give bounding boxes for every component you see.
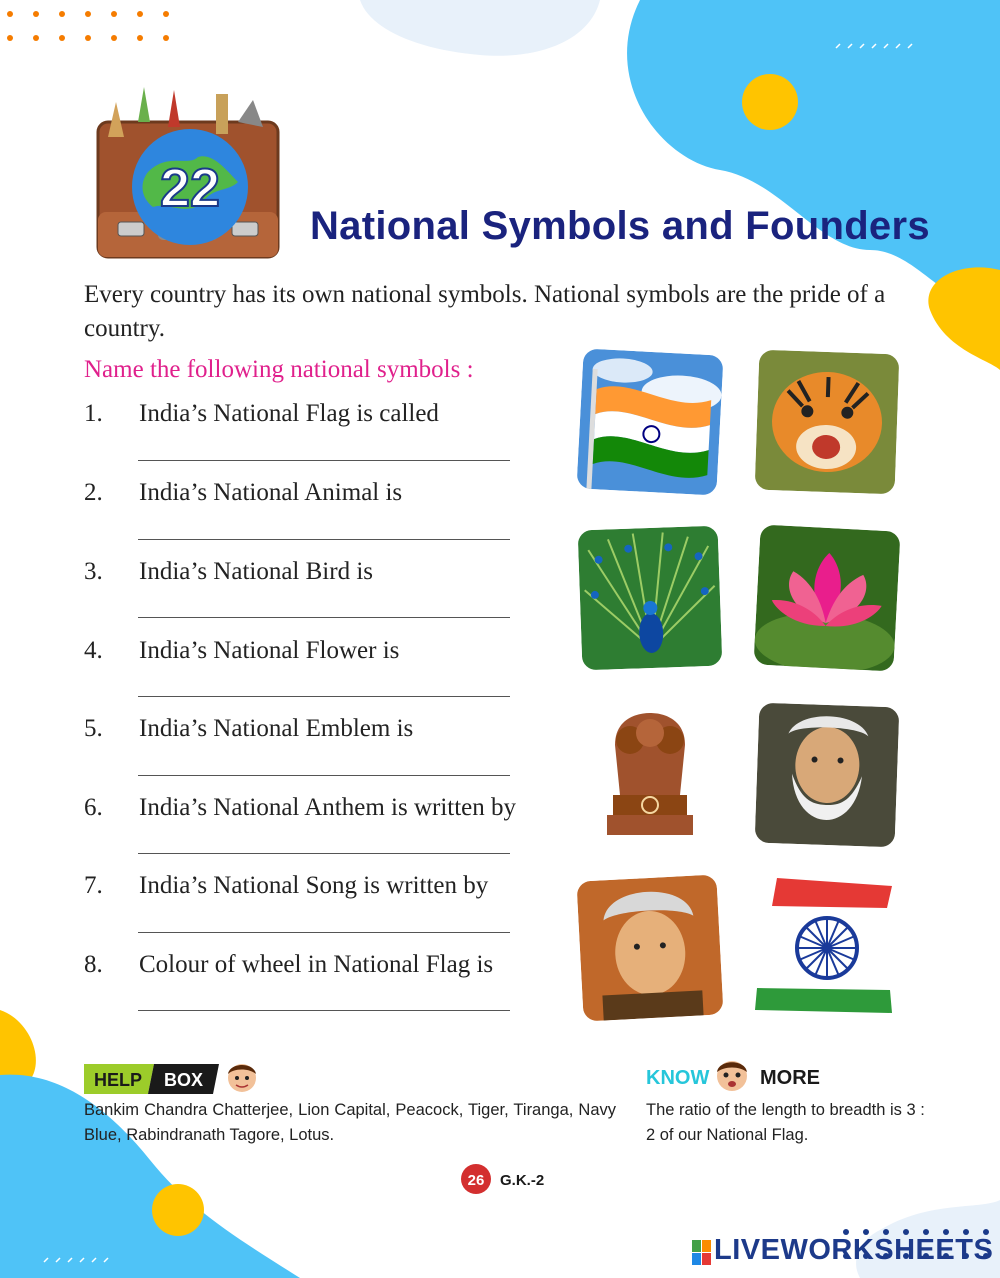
- answer-line-5[interactable]: [138, 775, 510, 776]
- answer-line-6[interactable]: [138, 853, 510, 854]
- boy-mascot-icon: [228, 1064, 256, 1092]
- instruction: Name the following national symbols :: [84, 356, 474, 383]
- answer-line-4[interactable]: [138, 696, 510, 697]
- page-footer: [460, 1163, 560, 1195]
- intro-paragraph: Every country has its own national symbols. National symbols are the pride of a country.: [84, 281, 886, 342]
- question-8: 8. Colour of wheel in National Flag is: [84, 951, 494, 978]
- question-4: 4. India’s National Flower is: [84, 637, 400, 664]
- boy-mascot-icon: [717, 1061, 747, 1091]
- tiger-photo: [755, 350, 900, 495]
- page-number: 26: [467, 1172, 485, 1189]
- more-label: MORE: [760, 1067, 820, 1089]
- lesson-number-badge: [78, 82, 298, 262]
- page-title: National Symbols and Founders: [310, 204, 930, 248]
- question-6: 6. India’s National Anthem is written by: [84, 794, 517, 821]
- help-box-text: Bankim Chandra Chatterjee, Lion Capital, Peacock, Tiger, Tiranga, Navy Blue, Rabindranath Tagore, Lotus.: [84, 1101, 616, 1144]
- answer-line-8[interactable]: [138, 1010, 510, 1011]
- help-label: HELP: [94, 1070, 143, 1090]
- book-label: G.K.-2: [500, 1172, 545, 1189]
- watermark[interactable]: LIVEWORKSHEETS: [714, 1234, 994, 1266]
- know-more-text: The ratio of the length to breadth is 3 : 2 of our National Flag.: [646, 1101, 925, 1144]
- liveworksheets-logo-icon: [692, 1240, 712, 1266]
- answer-line-1[interactable]: [138, 460, 510, 461]
- bankim-photo: [576, 874, 723, 1021]
- know-label: KNOW: [646, 1067, 710, 1089]
- lesson-number: 22: [159, 158, 221, 218]
- help-box-heading: [84, 1062, 274, 1096]
- question-3: 3. India’s National Bird is: [84, 558, 373, 585]
- tagore-photo: [755, 703, 900, 848]
- know-more-heading: [646, 1060, 836, 1094]
- lotus-photo: [753, 524, 900, 671]
- emblem-photo: [585, 705, 715, 845]
- answer-line-7[interactable]: [138, 932, 510, 933]
- box-label: BOX: [164, 1070, 204, 1090]
- peacock-photo: [578, 526, 723, 671]
- question-5: 5. India’s National Emblem is: [84, 715, 414, 742]
- question-1: 1. India’s National Flag is called: [84, 400, 439, 427]
- question-7: 7. India’s National Song is written by: [84, 872, 489, 899]
- answer-line-2[interactable]: [138, 539, 510, 540]
- flag-graphic: [752, 878, 897, 1018]
- flag-photo: [576, 348, 723, 495]
- question-2: 2. India’s National Animal is: [84, 479, 403, 506]
- answer-line-3[interactable]: [138, 617, 510, 618]
